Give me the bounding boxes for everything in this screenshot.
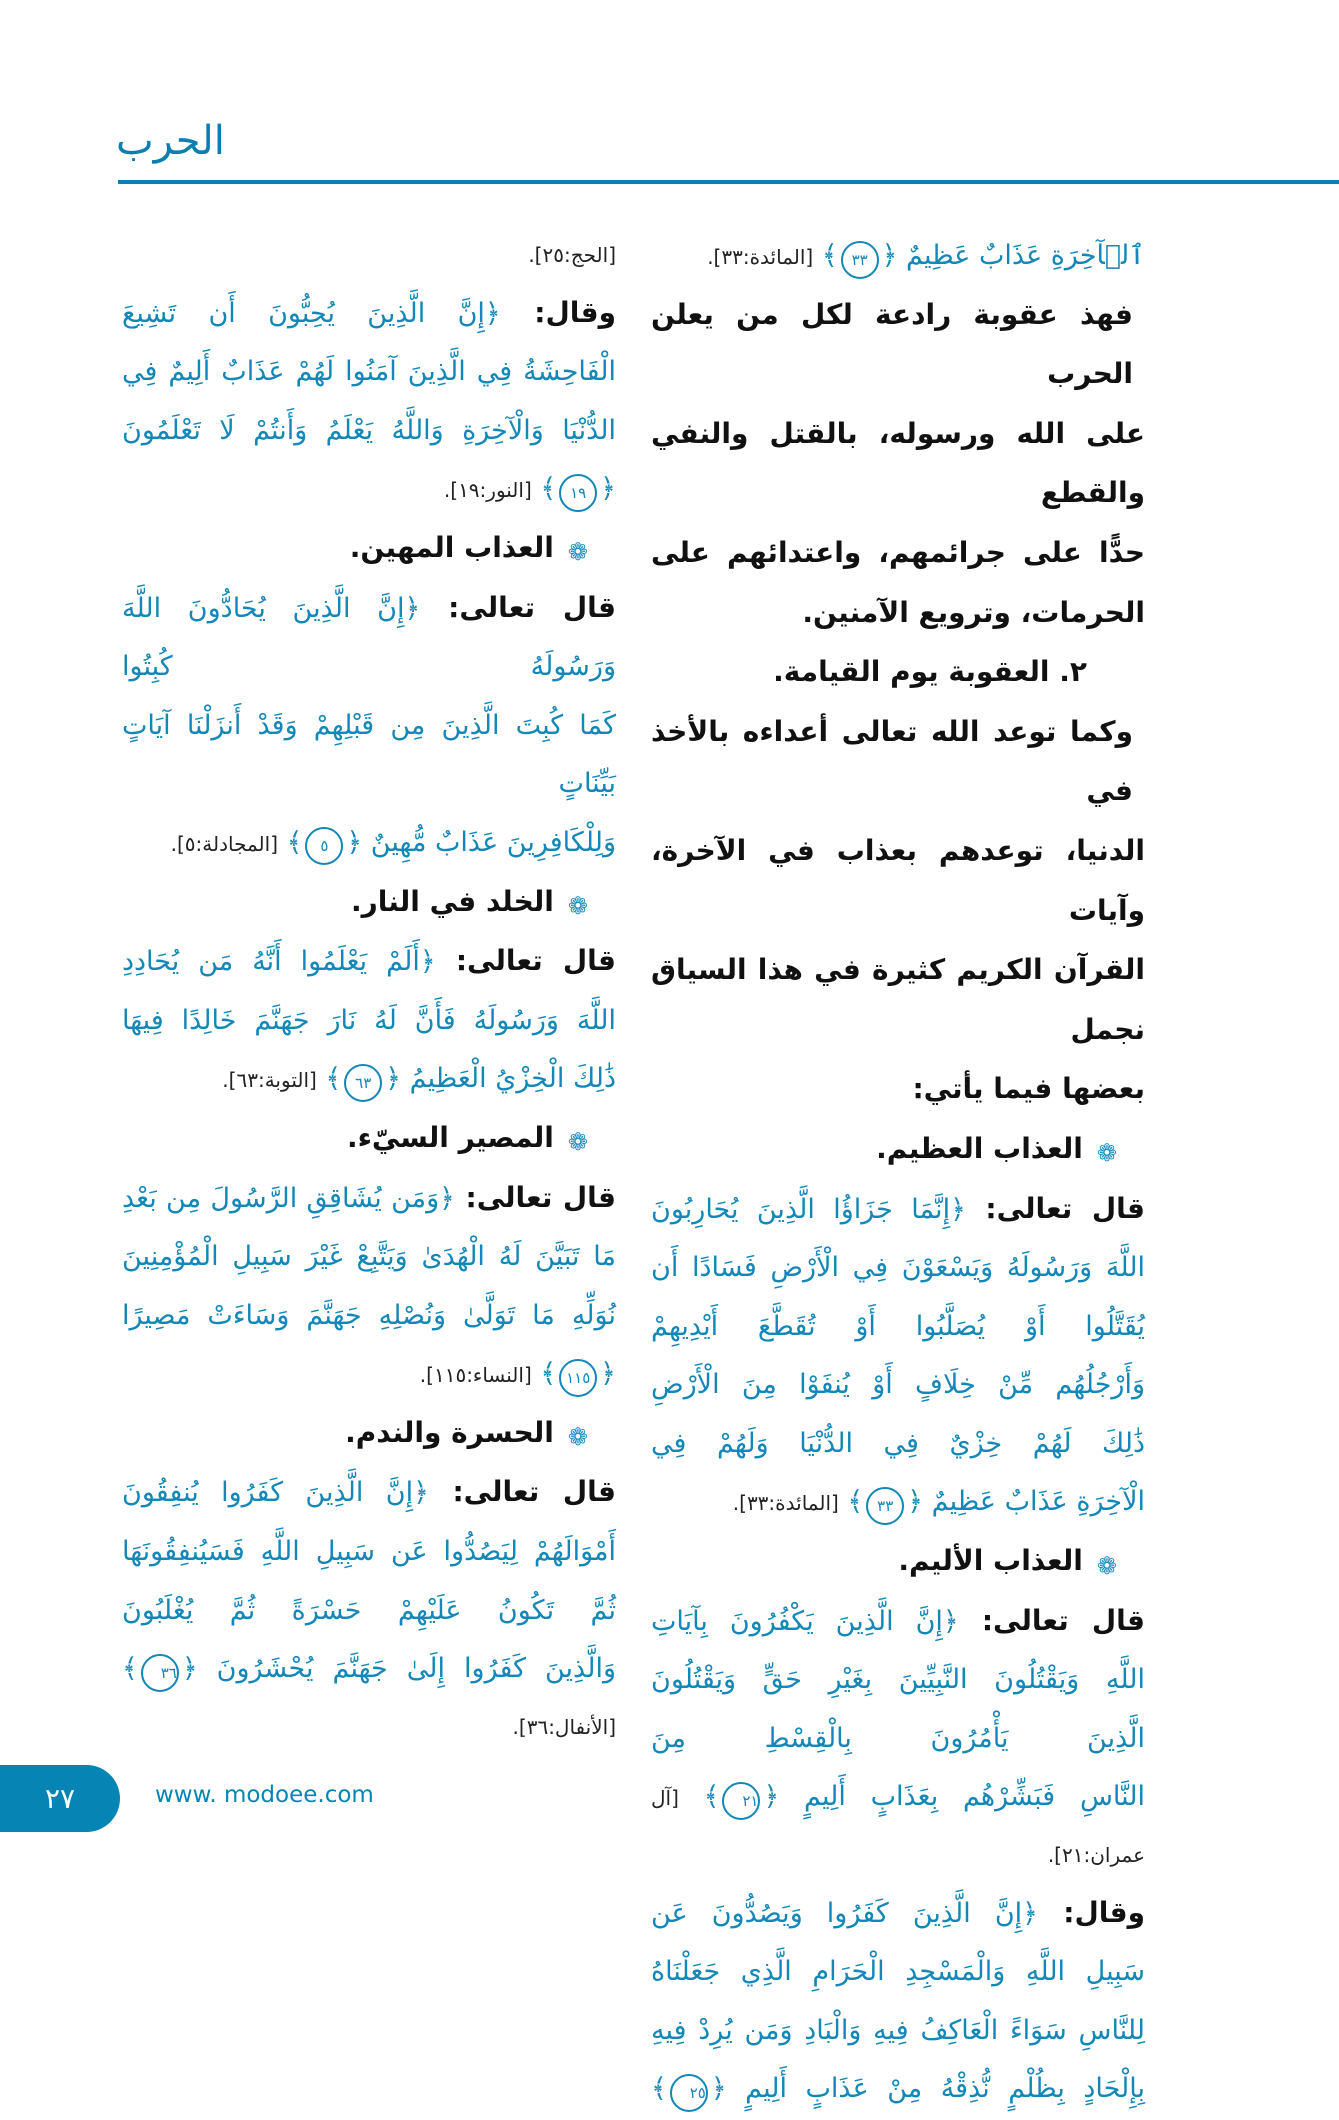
website-link[interactable]: www. modoee.com [155,1782,374,1808]
text-line [122,1641,616,1700]
body-text: ٢. العقوبة يوم القيامة. [773,655,1087,689]
quran-verse-text: ذَٰلِكَ الْخِزْيُ الْعَظِيمُ ﴿ [385,1063,616,1095]
body-text: قال تعالى: [428,1475,616,1509]
quran-verse-text: وَالَّذِينَ كَفَرُوا إِلَىٰ جَهَنَّمَ يُحْشَرُونَ ﴿ [181,1653,616,1685]
text-line [651,704,1145,823]
body-text: فهذ عقوبة رادعة لكل من يعلن الحرب [651,297,1133,391]
body-text: وكما توعد الله تعالى أعداءه بالأخذ في [651,714,1133,808]
verse-reference: [التوبة:٦٣]. [222,1068,317,1093]
text-line [651,1181,1145,1241]
quran-verse-text: ﴾ [316,1063,342,1095]
quran-verse-text: ﴾ [531,1358,557,1390]
text-line [651,1944,1145,2003]
text-line [651,406,1145,525]
ayah-number: ٢١ [722,1782,760,1820]
text-line [122,1524,616,1583]
verse-reference: [النساء:١١٥]. [419,1363,532,1388]
text-line [651,1416,1145,1475]
body-text: القرآن الكريم كثيرة في هذا السياق نجمل [651,953,1145,1046]
text-line [651,1652,1145,1711]
text-line [651,287,1145,406]
quran-verse-text: كَمَا كُبِتَ الَّذِينَ مِن قَبْلِهِمْ وَقَدْ أَنزَلْنَا آيَاتٍ بَيِّنَاتٍ [122,709,616,800]
ayah-number: ٦٣ [344,1064,382,1102]
body-text: وقال: [1038,1895,1145,1929]
text-line [122,993,616,1052]
text-line [122,815,616,874]
verse-reference: [النور:١٩]. [443,478,532,503]
quran-verse-text: بِإِلْحَادٍ بِظُلْمٍ نُّذِقْهُ مِنْ عَذَابٍ أَلِيمٍ ﴿ [710,2073,1145,2105]
section-heading: العذاب الأليم. [898,1544,1083,1578]
flower-bullet-icon: ❁ [567,1423,588,1452]
text-line [122,1583,616,1642]
text-line [651,823,1145,942]
quran-verse-text: ٱلۡآخِرَةِ عَذَابٌ عَظِيمٌ ﴿ [881,240,1145,271]
text-line [651,1828,1145,1885]
quran-verse-text: ﴿إِنَّ الَّذِينَ يُحِبُّونَ أَن تَشِيعَ [122,297,501,329]
verse-reference: عمران:٢١]. [1047,1843,1145,1868]
text-line [122,698,616,815]
flower-bullet-icon: ❁ [1096,1551,1117,1580]
text-line [651,1061,1145,1121]
text-line [651,644,1145,704]
text-line [122,1700,616,1757]
text-line [122,1110,616,1170]
text-line [651,525,1145,585]
quran-verse-text: ﴾ [838,1486,864,1518]
section-heading: المصير السيّء. [346,1120,554,1154]
quran-verse-text: مَا تَبَيَّنَ لَهُ الْهُدَىٰ وَيَتَّبِعْ غَيْرَ سَبِيلِ الْمُؤْمِنِينَ [122,1241,616,1273]
quran-verse-text: اللَّهَ وَرَسُولَهُ فَأَنَّ لَهُ نَارَ جَهَنَّمَ خَالِدًا فِيهَا [122,1004,616,1036]
section-heading: العذاب المهين. [349,530,554,564]
quran-verse-text: سَبِيلِ اللَّهِ وَالْمَسْجِدِ الْحَرَامِ الَّذِي جَعَلْنَاهُ [651,1956,1145,1988]
quran-verse-text: الْفَاحِشَةُ فِي الَّذِينَ آمَنُوا لَهُمْ عَذَابٌ أَلِيمٌ فِي [122,356,616,388]
flower-bullet-icon: ❁ [567,538,588,567]
verse-reference: [المجادلة:٥]. [170,831,278,856]
quran-verse-text: الْآخِرَةِ عَذَابٌ عَظِيمٌ ﴿ [907,1486,1145,1518]
verse-reference: [المائدة:٣٣]. [707,245,814,269]
quran-verse-text: ﴿ [600,1358,616,1390]
quran-verse-text: ﴿إِنَّمَا جَزَاؤُا الَّذِينَ يُحَارِبُونَ [651,1193,966,1225]
text-line [122,520,616,580]
quran-verse-text: ثُمَّ تَكُونُ عَلَيْهِمْ حَسْرَةً ثُمَّ يُغْلَبُونَ [122,1594,616,1626]
left-column [122,228,616,1756]
text-line [651,1299,1145,1358]
right-column [651,228,1145,2120]
quran-verse-text: ﴾ [651,2073,667,2105]
quran-verse-text: لِلنَّاسِ سَوَاءً الْعَاكِفُ فِيهِ وَالْبَادِ وَمَن يُرِدْ فِيهِ [651,2014,1145,2046]
text-line [651,2061,1145,2120]
quran-verse-text: اللَّهَ وَرَسُولَهُ وَيَسْعَوْنَ فِي الْأَرْضِ فَسَادًا أَن [651,1252,1145,1284]
text-line [122,1464,616,1524]
ayah-number: ٣٣ [841,241,879,279]
quran-verse-text: وَأَرْجُلُهُم مِّنْ خِلَافٍ أَوْ يُنفَوْا مِنَ الْأَرْضِ [651,1369,1145,1401]
quran-verse-text: ذَٰلِكَ لَهُمْ خِزْيٌ فِي الدُّنْيَا وَلَهُمْ فِي [651,1427,1145,1459]
quran-verse-text: ﴿أَلَمْ يَعْلَمُوا أَنَّهُ مَن يُحَادِدِ [122,946,436,978]
text-line [122,228,616,285]
text-line [122,933,616,993]
section-heading: الخلد في النار. [351,884,554,918]
quran-verse-text: ﴿إِنَّ الَّذِينَ كَفَرُوا يُنفِقُونَ [122,1477,429,1509]
text-line [651,1474,1145,1533]
quran-verse-text: ﴾ [122,1653,138,1685]
text-line [651,942,1145,1061]
body-text: قال تعالى: [455,1180,617,1214]
text-line [122,461,616,520]
flower-bullet-icon: ❁ [567,892,588,921]
text-line [122,285,616,345]
text-line [122,1288,616,1347]
section-heading: الحسرة والندم. [345,1415,554,1449]
text-line [651,1769,1145,1828]
text-line [651,1240,1145,1299]
text-line [122,1346,616,1405]
text-line [122,874,616,934]
ayah-number: ٥ [305,827,343,865]
quran-verse-text: الدُّنْيَا وَالْآخِرَةِ وَاللَّهُ يَعْلَمُ وَأَنتُمْ لَا تَعْلَمُونَ [122,414,616,446]
ayah-number: ١١٥ [559,1359,597,1397]
quran-verse-text: يُقَتَّلُوا أَوْ يُصَلَّبُوا أَوْ تُقَطَّعَ أَيْدِيهِمْ [651,1310,1145,1342]
verse-reference: [الحج:٢٥]. [528,243,616,267]
quran-verse-text: وَلِلْكَافِرِينَ عَذَابٌ مُّهِينٌ ﴿ [346,826,616,858]
ayah-number: ٣٣ [866,1487,904,1525]
body-text: على الله ورسوله، بالقتل والنفي والقطع [651,416,1145,510]
ayah-number: ١٩ [559,474,597,512]
text-line [651,1121,1145,1181]
body-text: قال تعالى: [965,1191,1145,1225]
text-line [122,1051,616,1110]
ayah-number: ٢٥ [670,2074,708,2112]
quran-verse-text: ﴾ [531,473,557,505]
body-text: الدنيا، توعدهم بعذاب في الآخرة، وآيات [651,833,1145,927]
body-text: وقال: [500,295,617,329]
body-text: الحرمات، وترويع الآمنين. [802,595,1145,629]
quran-verse-text: نُوَلِّهِ مَا تَوَلَّىٰ وَنُصْلِهِ جَهَنَّمَ وَسَاءَتْ مَصِيرًا [122,1299,616,1331]
quran-verse-text: ﴾ [278,826,303,858]
text-line [651,228,1145,287]
text-line [651,1593,1145,1653]
chapter-title: الحرب [116,118,225,164]
verse-reference: [المائدة:٣٣]. [732,1491,839,1516]
text-line [651,1357,1145,1416]
body-text: بعضها فيما يأتي: [912,1072,1145,1106]
text-line [122,1405,616,1465]
quran-verse-text: ﴾ [813,240,838,271]
quran-verse-text: ﴿إِنَّ الَّذِينَ كَفَرُوا وَيَصُدُّونَ عَن [651,1897,1039,1929]
quran-verse-text: ﴿إِنَّ الَّذِينَ يُحَادُّونَ اللَّهَ وَرَسُولَهُ كُبِتُوا [122,592,616,683]
verse-reference: [آل [651,1786,679,1811]
quran-verse-text: ﴾ [678,1781,720,1813]
flower-bullet-icon: ❁ [567,1128,588,1157]
text-line [651,585,1145,645]
body-text: حدًّا على جرائمهم، واعتدائهم على [651,535,1145,569]
quran-verse-text: اللَّهِ وَيَقْتُلُونَ النَّبِيِّينَ بِغَيْرِ حَقٍّ وَيَقْتُلُونَ [651,1664,1145,1696]
text-line [122,1229,616,1288]
quran-verse-text: النَّاسِ فَبَشِّرْهُم بِعَذَابٍ أَلِيمٍ ﴿ [763,1781,1145,1813]
quran-verse-text: ﴿ [600,473,616,505]
text-line [651,2003,1145,2062]
text-line [651,1885,1145,1945]
quran-verse-text: أَمْوَالَهُمْ لِيَصُدُّوا عَن سَبِيلِ اللَّهِ فَسَيُنفِقُونَهَا [122,1536,616,1568]
body-text: قال تعالى: [958,1603,1145,1637]
quran-verse-text: ﴿إِنَّ الَّذِينَ يَكْفُرُونَ بِآيَاتِ [651,1605,959,1637]
text-line [122,580,616,698]
ayah-number: ٣٦ [141,1654,179,1692]
flower-bullet-icon: ❁ [1096,1139,1117,1168]
quran-verse-text: الَّذِينَ يَأْمُرُونَ بِالْقِسْطِ مِنَ [651,1722,1145,1754]
quran-verse-text: ﴿وَمَن يُشَاقِقِ الرَّسُولَ مِن بَعْدِ [122,1182,455,1214]
page-number: ٢٧ [0,1765,120,1832]
body-text: قال تعالى: [420,590,616,624]
text-line [122,403,616,462]
header-divider [118,180,1339,184]
body-text: قال تعالى: [435,944,617,978]
text-line [651,1711,1145,1770]
text-line [122,344,616,403]
text-line [651,1533,1145,1593]
text-line [122,1170,616,1230]
section-heading: العذاب العظيم. [876,1131,1083,1165]
verse-reference: [الأنفال:٣٦]. [512,1714,616,1739]
